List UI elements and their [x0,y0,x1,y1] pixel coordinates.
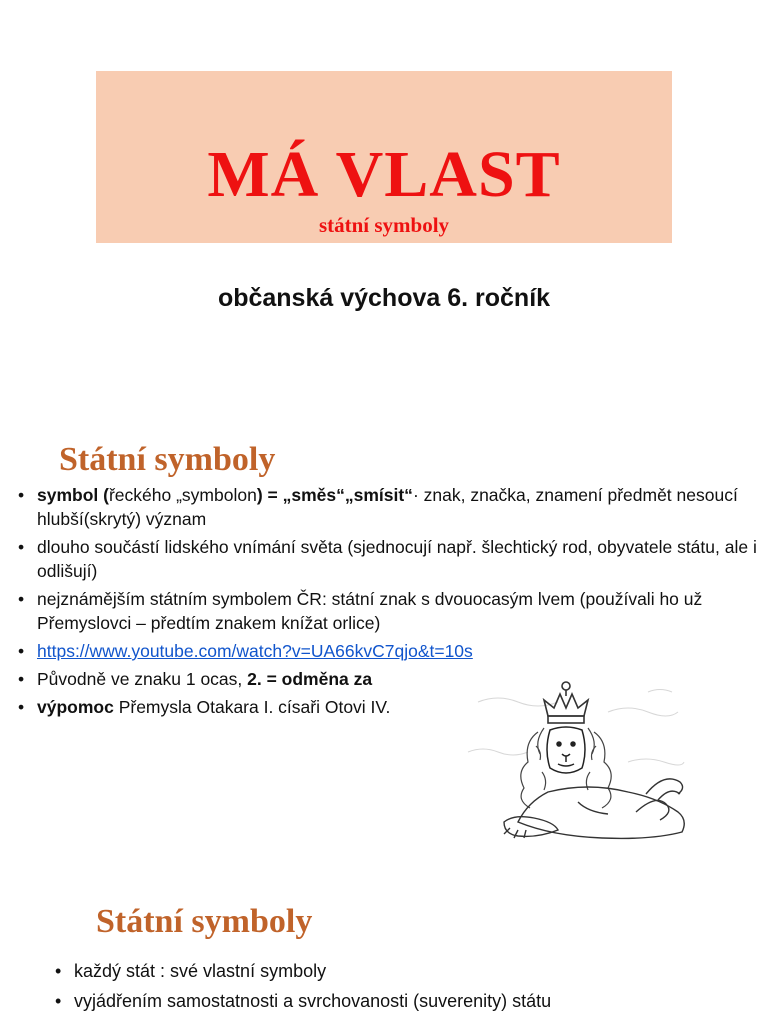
bullet-icon: • [18,589,25,609]
bullet-icon: • [55,961,62,981]
item-text: nejznámějším státním symbolem ČR: státní znak s dvouocasým lvem (používali ho už Přemyslovci – předtím znakem knížat orlice) [37,589,703,633]
course-label: občanská výchova 6. ročník [217,284,551,312]
item-text: každý stát : své vlastní symboly [74,961,327,981]
section-heading-1: Státní symboly [59,441,276,478]
youtube-link[interactable]: https://www.youtube.com/watch?v=UA66kvC7qjo&t=10s [37,641,473,661]
bullet-icon: • [18,669,25,689]
item-text-bold: ) = „směs“„smísit“ [256,485,413,505]
list-item [53,958,753,984]
bullet-icon: • [18,697,25,717]
item-text-bold: symbol ( [37,485,109,505]
list-item [53,988,753,1014]
item-text-bold: výpomoc [37,697,114,717]
list-item [16,483,764,531]
list-item [16,535,764,583]
page-title: MÁ VLAST [207,138,561,211]
item-text: · znak, značka, znamení předmět nesoucí hlubší(skrytý) význam [37,485,738,529]
item-text: řeckého „symbolon [108,485,257,505]
item-text-bold: 2. = odměna za [247,669,373,689]
list-item [16,639,764,663]
list-item [16,587,764,635]
bullet-icon: • [55,991,62,1011]
czech-lion-illustration [458,672,694,850]
section-heading-2: Státní symboly [96,903,313,940]
item-text: Původně ve znaku 1 ocas, [37,669,248,689]
bullet-list-2 [53,958,753,1018]
item-text: dlouho součástí lidského vnímání světa (sjednocují např. šlechtický rod, obyvatele státu, ale i odlišují) [37,537,757,581]
bullet-icon: • [18,641,25,661]
page-subtitle: státní symboly [318,213,450,237]
item-text: Přemysla Otakara I. císaři Otovi IV. [113,697,391,717]
bullet-icon: • [18,537,25,557]
bullet-icon: • [18,485,25,505]
title-banner [96,71,672,243]
item-text: vyjádřením samostatnosti a svrchovanosti (suverenity) státu [74,991,552,1011]
